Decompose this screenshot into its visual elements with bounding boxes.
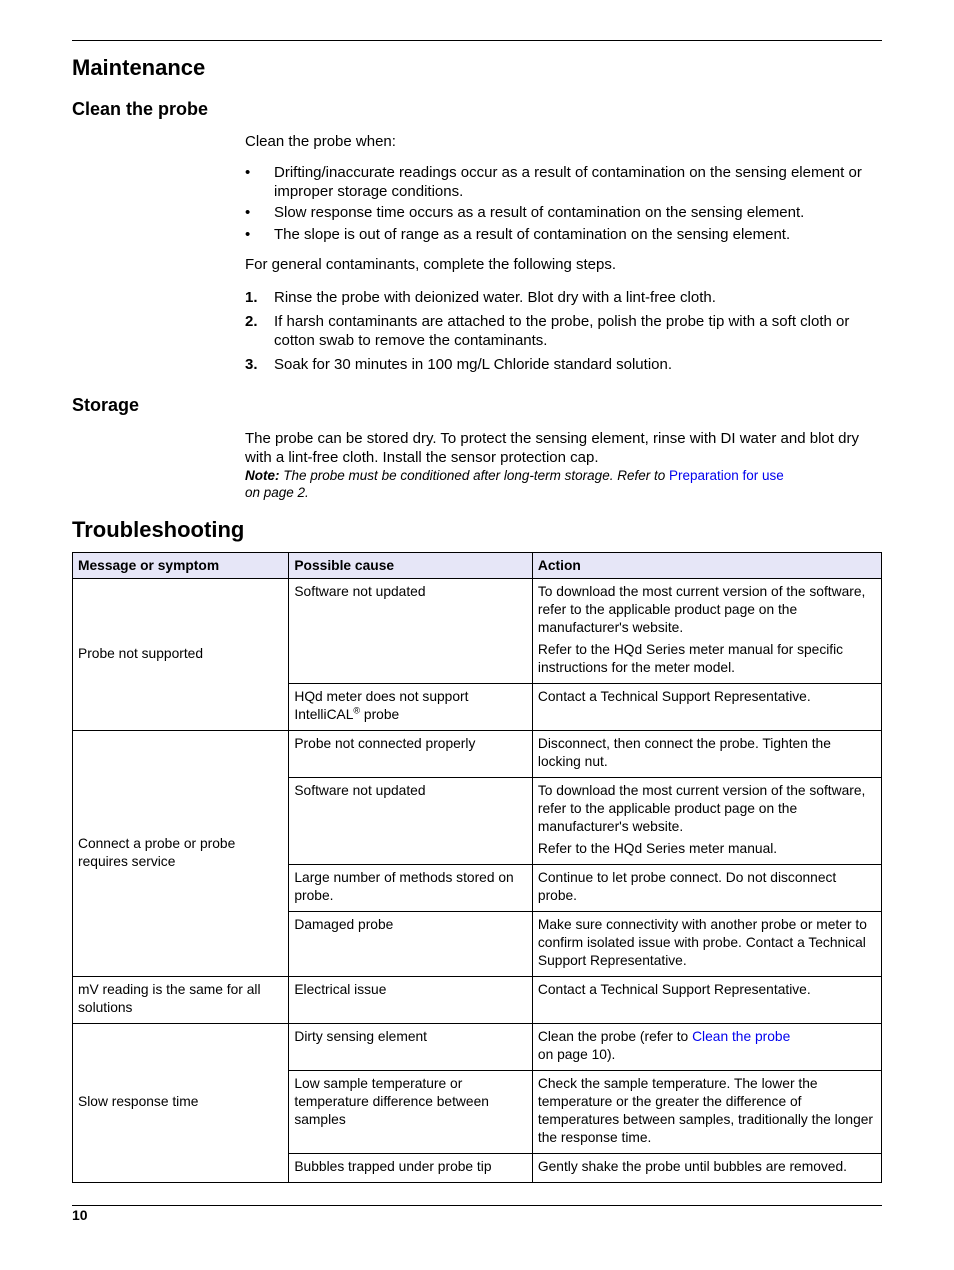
footer-rule bbox=[72, 1205, 882, 1206]
maintenance-heading: Maintenance bbox=[72, 55, 206, 80]
cause-cell: Low sample temperature or temperature difference between samples bbox=[289, 1071, 533, 1154]
page-number: 10 bbox=[72, 1207, 88, 1223]
troubleshooting-heading: Troubleshooting bbox=[72, 517, 245, 542]
symptom-cell: Probe not supported bbox=[73, 579, 289, 731]
clean-probe-link[interactable]: Clean the probe bbox=[692, 1029, 791, 1044]
list-item: 2. If harsh contaminants are attached to the probe, polish the probe tip with a soft cloth or cotton swab to remove the contaminants. bbox=[245, 313, 850, 349]
symptom-cell: Slow response time bbox=[73, 1024, 289, 1183]
header-cause: Possible cause bbox=[289, 553, 533, 579]
action-cell: To download the most current version of the software, refer to the applicable product page on the manufacturer's website. Refer to the HQd Series meter manual. bbox=[532, 778, 881, 865]
cause-cell: Damaged probe bbox=[289, 912, 533, 977]
action-cell: To download the most current version of the software, refer to the applicable product page on the manufacturer's website. Refer to the HQd Series meter manual for specific instructions for the meter model. bbox=[532, 579, 881, 684]
action-cell: Check the sample temperature. The lower the temperature or the greater the difference of temperatures between samples, traditionally the longer the response time. bbox=[532, 1071, 881, 1154]
action-cell: Continue to let probe connect. Do not disconnect probe. bbox=[532, 865, 881, 912]
cause-cell: Probe not connected properly bbox=[289, 731, 533, 778]
troubleshooting-table bbox=[72, 552, 882, 1183]
table-row bbox=[73, 1024, 882, 1071]
action-cell: Gently shake the probe until bubbles are removed. bbox=[532, 1154, 881, 1183]
clean-intro: Clean the probe when: bbox=[245, 133, 396, 150]
registered-mark: ® bbox=[353, 705, 361, 716]
action-cell: Contact a Technical Support Representative. bbox=[532, 977, 881, 1024]
note-suffix: on page 2. bbox=[245, 485, 309, 500]
cause-cell: Electrical issue bbox=[289, 977, 533, 1024]
header-symptom: Message or symptom bbox=[73, 553, 289, 579]
storage-heading: Storage bbox=[72, 395, 140, 415]
storage-section bbox=[245, 429, 885, 501]
action-cell: Clean the probe (refer to Clean the probe on page 10). bbox=[532, 1024, 881, 1071]
cause-cell: Bubbles trapped under probe tip bbox=[289, 1154, 533, 1183]
table-header-row bbox=[73, 553, 882, 579]
storage-note bbox=[245, 467, 835, 501]
bullet-mark: • bbox=[245, 226, 251, 243]
cause-cell: Software not updated bbox=[289, 778, 533, 865]
steps-intro: For general contaminants, complete the following steps. bbox=[245, 256, 617, 273]
cause-cell: Software not updated bbox=[289, 579, 533, 684]
clean-probe-heading: Clean the probe bbox=[72, 99, 209, 119]
storage-text: The probe can be stored dry. To protect the sensing element, rinse with DI water and blot dry with a lint-free cloth. Install the sensor protection cap. bbox=[245, 430, 859, 466]
symptom-cell: mV reading is the same for all solutions bbox=[73, 977, 289, 1024]
note-text: The probe must be conditioned after long-term storage. Refer to bbox=[283, 468, 666, 483]
bullet-mark: • bbox=[245, 164, 251, 181]
cause-cell: Dirty sensing element bbox=[289, 1024, 533, 1071]
table-row bbox=[73, 731, 882, 778]
table-row bbox=[73, 579, 882, 684]
list-item: • Drifting/inaccurate readings occur as a result of contamination on the sensing element or improper storage conditions. bbox=[245, 164, 862, 200]
action-cell: Make sure connectivity with another probe or meter to confirm isolated issue with probe. Contact a Technical Support Representative. bbox=[532, 912, 881, 977]
action-cell: Disconnect, then connect the probe. Tighten the locking nut. bbox=[532, 731, 881, 778]
symptom-cell: Connect a probe or probe requires service bbox=[73, 731, 289, 977]
top-rule bbox=[72, 40, 882, 41]
clean-steps-list bbox=[245, 288, 885, 374]
list-item: • Slow response time occurs as a result of contamination on the sensing element. bbox=[245, 204, 805, 221]
list-item: 1. Rinse the probe with deionized water. Blot dry with a lint-free cloth. bbox=[245, 289, 716, 306]
note-label: Note: bbox=[245, 468, 280, 483]
cause-cell: Large number of methods stored on probe. bbox=[289, 865, 533, 912]
list-item: • The slope is out of range as a result of contamination on the sensing element. bbox=[245, 226, 791, 243]
list-item: 3. Soak for 30 minutes in 100 mg/L Chloride standard solution. bbox=[245, 356, 673, 373]
cause-cell: HQd meter does not support IntelliCAL® probe bbox=[289, 684, 533, 731]
action-cell: Contact a Technical Support Representative. bbox=[532, 684, 881, 731]
bullet-mark: • bbox=[245, 204, 251, 221]
header-action: Action bbox=[532, 553, 881, 579]
clean-probe-section bbox=[245, 132, 885, 374]
preparation-link[interactable]: Preparation for use bbox=[669, 468, 784, 483]
clean-conditions-list bbox=[245, 163, 885, 244]
table-row bbox=[73, 977, 882, 1024]
